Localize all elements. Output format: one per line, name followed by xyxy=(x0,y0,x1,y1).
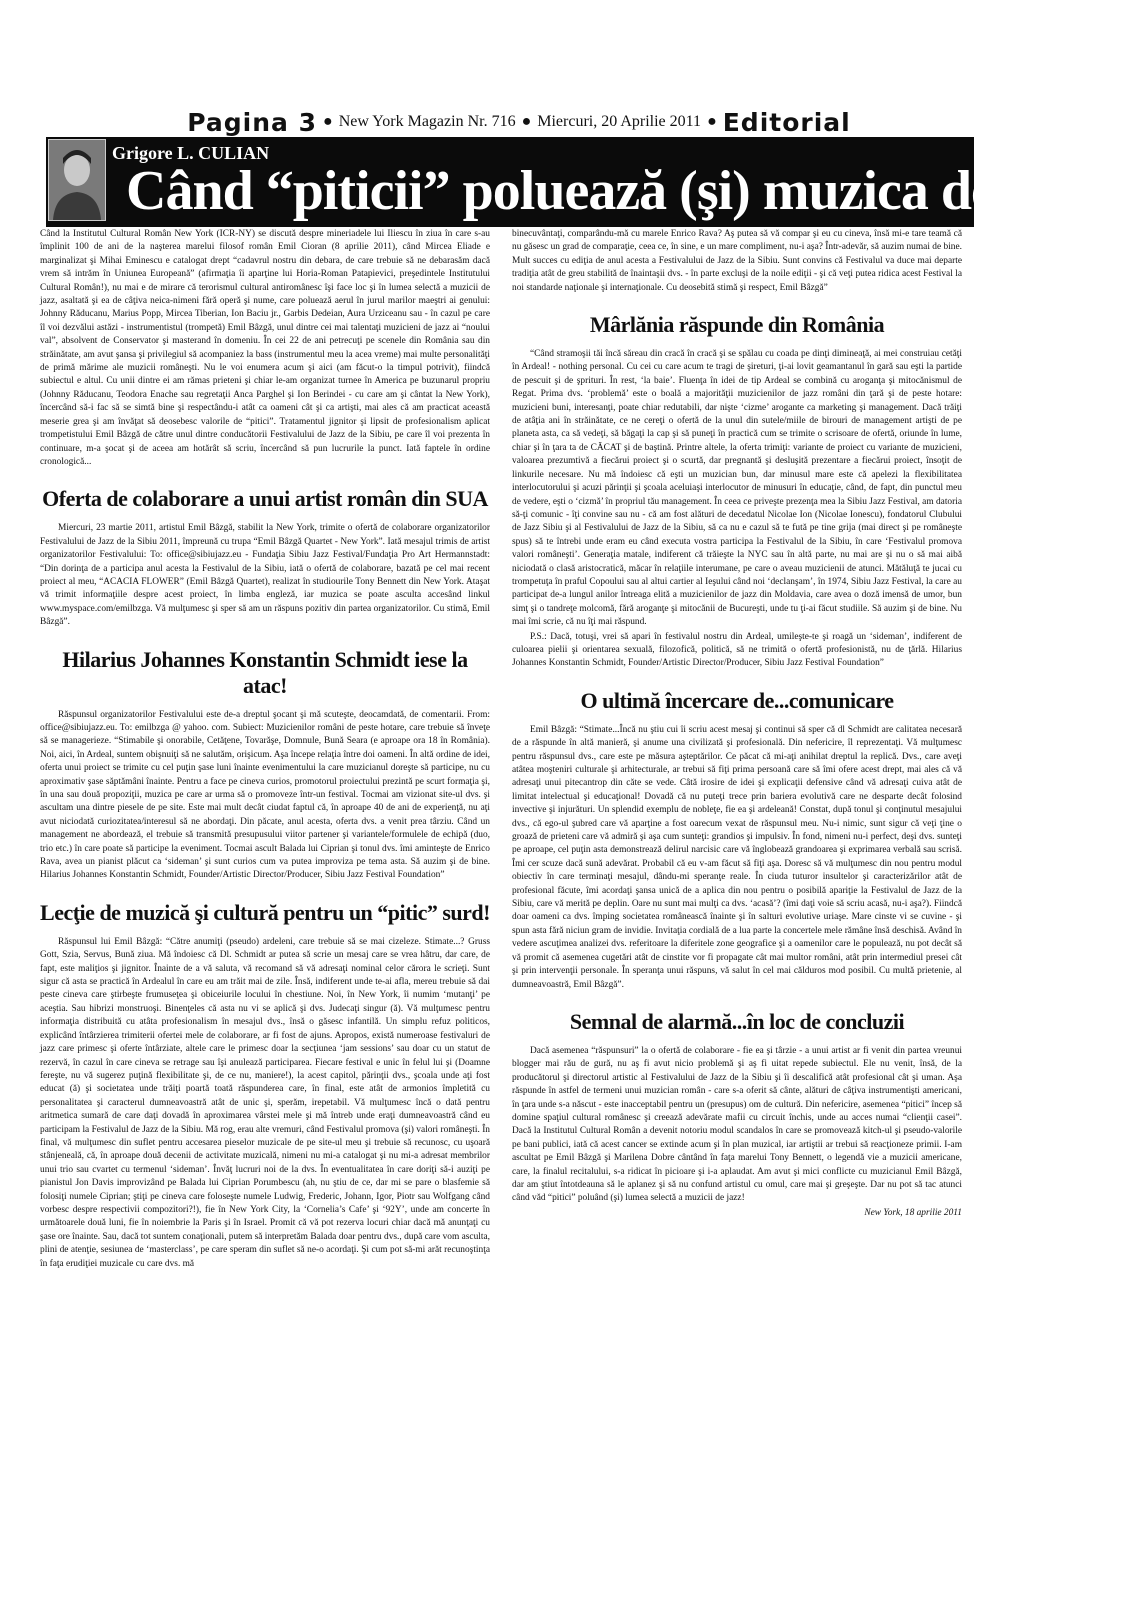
marlania-paragraph: “Când stramoşii tăi încă săreau din cracă în cracă şi se spălau cu coada pe dinţi dimineaţă, ai mei construiau cetăţi în Ardeal! - nothing personal. Cu cei cu care acum te tragi de şireturi, ţi-ai lovit geamantanul în gară sau eşti la partide de pescuit şi de şprituri. În rest, ‘la baie’. Fluenţa în idei de tip Ardeal se combină cu aroganţa şi mitocănismul de Regat. Prima dvs. ‘problemă’ este o boală a majorităţii muzicienilor de jazz români din ţară şi de peste hotare: muzicieni buni, interesanţi, poate chiar redutabili, dar nişte ‘cizme’ arogante ca marketing şi management. Dacă trăiţi de atâţia ani în străinătate, ce ne cereţi o ofertă de la unul din sutele/miile de birouri de management artişti de pe planeta asta, ca să vedeţi, să băgaţi la cap şi să puneţi în practică cum se trimite o scrisoare de ofertă, oriunde în lume, chiar şi în ţara ta de CĂCAT şi de baştină. Printre altele, la oferta trimiţi: variante de proiect cu variante de muzicieni, valoarea prezumtivă a fiecărui proiect şi o scurtă, dar pregnantă şi desluşită prezentare a fiecărui proiect, însoţit de linkurile necesare. Nu mă îndoiesc că eşti un muzician bun, dar minusul mare este că apelezi la flexibilitatea interlocutorului şi acuzi părinţii şi şcoala aceluiaşi interlocutor de minusuri în educaţie, când, de fapt, din punctul meu de vedere, eşti o ‘cizmă’ în propriul tău management. În ceea ce priveşte prezenţa mea la Sibiu Jazz Festival, am datoria să-ţi comunic - îţi convine sau nu - că am fost alături de decedatul Nicolae Ion (Nicolae Ionescu), fondatorul Clubului de Jazz Sibiu şi al Festivalului de Jazz de la Sibiu, să ca nu e cazul să te fută pe tine grija (mai direct şi pe româneşte spus) să te întrebi unde eram eu când executa vostra participa la Festivalul de la Sibiu, în care ‘Festivalul promova valori româneşti’. Generaţia matale, indiferent că trăieşte la NYC sau în altă parte, nu mai are şi nu o să mai aibă niciodată o clasă aristocratică, măcar în relaţiile interumane, pe care o aveau muzicienii de atunci. Mătăluţă te jucai cu trompetuţa în praful Copoului sau al altui cartier al Ieşului când noi ‘declanşam’, în 1974, Sibiu Jazz Festival, la care au participat de-a lungul anilor întreaga elită a muzicienilor de jazz din Moldavia, care avea o doză imensă de umor, bun simţ şi o tandreţe molcomă, fără aroganţe şi mitocănii de Bucureşti, unde tu ţi-ai făcut studiile. Să auzim şi de bine. Nu mai îmi scrie, că nu îţi mai răspund. xyxy=(512,349,962,628)
heading-marlania: Mârlănia răspunde din România xyxy=(589,312,885,338)
semnal-paragraph: Dacă asemenea “răspunsuri” la o ofertă de colaborare - fie ea şi târzie - a unui artist ar fi venit din partea vreunui blogger mai rău de gură, nu aş fi avut nicio problemă şi aş fi uitat repede subiectul. Ele nu venit, însă, de la producătorul şi directorul artistic al Festivalului de Jazz de la Sibiu şi îi descalifică atât profesional cât şi uman. Aşa răspunde în astfel de termeni unui muzician român - care s-a oferit să cânte, alături de câţiva instrumentişti americani, în ţara unde s-a născut - este inacceptabil pentru un (presupus) om de cultură. Din nefericire, asemenea “pitici” încep să domine spaţiul cultural românesc şi creează adevărate mafii cu circuit închis, unde au acces numai “clienţii casei”. Dacă la Institutul Cultural Român a devenit notoriu modul scandalos în care se promovează kitch-ul şi pseudo-valorile pe bani publici, iată că acest cancer se extinde acum şi în plan muzical, iar artiştii ar trebui să reacţioneze primii. I-am ascultat pe Emil Bâzgă şi Marilena Dobre cântând în faţa marelui Tony Bennett, o legendă vie a muzicii americane, care, la finalul recitalului, s-a ridicat în picioare şi i-a aplaudat. Am avut şi mici conflicte cu muzicianul Emil Bâzgă, dar am ştiut întotdeauna să le aplanez şi să nu confund artistul cu omul, care mai şi greşeşte. Dar nu pot să tac atunci când văd “pitici” poluând (şi) lumea selectă a muzicii de jazz! xyxy=(512,1045,962,1204)
magazine-issue: New York Magazin Nr. 716 xyxy=(338,113,516,130)
heading-oferta: Oferta de colaborare a unui artist român din SUA xyxy=(42,486,488,512)
ps-paragraph: P.S.: Dacă, totuşi, vrei să apari în festivalul nostru din Ardeal, umileşte-te şi roagă un ‘sideman’, indiferent de culoarea pielii şi orientarea sexuală, filozofică, politică, să ne trimită o ofertă profesionistă, nu de ţărlă. Hilarius Johannes Konstantin Schmidt, Founder/Artistic Director/Producer, Sibiu Jazz Festival Foundation” xyxy=(512,631,962,669)
heading-semnal: Semnal de alarmă...în loc de concluzii xyxy=(569,1008,905,1034)
issue-date: Miercuri, 20 Aprilie 2011 xyxy=(537,113,702,130)
lectie-paragraph: Răspunsul lui Emil Bâzgă: “Către anumiţi (pseudo) ardeleni, care trebuie să se mai cizeleze. Stimate...? Gruss Gott, Szia, Servus, Bună ziua. Mă îndoiesc că Dl. Schmidt ar putea să scrie un mesaj care se vrea hâtru, dar care, de fapt, este maliţios şi jignitor. Înainte de a vă saluta, vă recomand să vă adresaţi nominal celor cărora le scrieţi. Sunt sigur că asta se practică în Ardealul în care eu am trăit mai de zile. Însă, indiferent unde te-ai afla, mereu trebuie să dai peste cineva care ştirbeşte frumuseţea şi obiceiurile locului în chestiune. Noi, în New York, îi numim ‘mutanţi’ pe aceştia. Sau hibrizi monstruoşi. Binenţeles că asta nu vi se aplică şi dvs. Judecaţi singur (ă). Vă mulţumesc pentru informaţia distribuită cu atâta profesionalism în mesajul dvs., însă o găsesc infantilă. Un simplu refuz politicos, explicând întârzierea trimiterii ofertei mele de colaborare, ar fi fost de ajuns. Apropos, există numeroase festivaluri de jazz care primesc şi oferte întârziate, altele care le primesc doar la secţiunea ‘jam sessions’ sau doar cu un statut de rezervă, în cazul în care cineva se retrage sau îşi anulează participarea. Fiecare festival e unic în felul lui şi (Doamne fereşte, nu vă sugerez puţină flexibilitate şi, de ce nu, maniere!), la acest capitol, părinţii dvs., şcoala unde aţi fost educat (ă) şi societatea unde trăiţi poartă toată răspunderea care, în final, este atât de armonios împletită cu personalitatea şi caracterul dumneavoastră atât de unic şi, sperăm, irepetabil. Vă mulţumesc încă o dată pentru aritmetica sumară de care daţi dovadă în aproximarea vârstei mele şi mă întreb unde eraţi dumneavoastră când eu participam la Festivalul de Jazz de la Sibiu. Mă rog, erau alte vremuri, când Festivalul promova (şi) valori româneşti. În final, vă mulţumesc din suflet pentru accesarea pieselor muzicale de pe site-ul meu şi trebuie să recunosc, cu uşoară stânjeneală, că, în aproape două decenii de activitate muzicală, nimeni nu mi-a catalogat şi nu mi-a adresat membrilor unui trio sau cvartet cu termenul ‘sideman’. Învăţ lucruri noi de la dvs. În eventualitatea în care doriţi să-i auziţi pe pianistul Jon Davis improvizând pe Balada lui Ciprian Porumbescu (ah, nu ştiu de ce, dar mi se pare o blasfemie să folosiţi numele Ciprian; ştiţi pe cineva care foloseşte numele Ludwig, Frederic, Johann, Igor, Piotr sau Wolfgang când vorbesc despre respectivii compozitori?!), fie în New York City, la ‘Cornelia’s Cafe’ şi ‘92Y’, unde am concerte în următoarele două luni, fie în noiembrie la Paris şi în Israel. Promit că vă pot rezerva locuri chiar dacă mă anunţaţi cu şase ore înainte. Sau, dacă tot suntem conaţionali, putem să interpretăm Balada doar pentru dvs., după care vom asculta, plini de atenţie, sesiunea de ‘masterclass’, pe care speram din suflet să ne-o acordaţi. Şi cum pot să-mi arăt recunoştinţa în faţa erudiţiei muzicale cu care dvs. mă xyxy=(40,936,490,1269)
author-portrait-icon xyxy=(49,140,105,220)
left-column xyxy=(40,228,490,1272)
hilarius-paragraph: Răspunsul organizatorilor Festivalului este de-a dreptul şocant şi mă scuteşte, deocamdată, de comentarii. From: office@sibiujazz.eu. To: emilbzga @ yahoo. com. Subiect: Muzicienilor români de peste hotare, care trebuie să înveţe să se managerieze. “Stimabile şi onorabile, Cetăţene, Tovarăşe, Domnule, Bună Seara (e aproape ora 18 în România). Noi, aici, în Ardeal, suntem obişnuiţi să ne salutăm, orişicum. Aşa începe relaţia între doi oameni. În altă ordine de idei, oferta unui proiect se trimite cu cel puţin şase luni înainte evenimentului la care muzicianul doreşte să participe, nu cu aproximativ şase săptămâni înainte. Pentru a face pe cineva curios, promotorul proiectului prezintă pe scurt formaţia şi, în una sau două propoziţii, muzica pe care ar urma să o promoveze într-un festival. Tocmai am vizionat site-ul dvs. şi ascultam una dintre piesele de pe site. Este mai mult decât ciudat faptul că, în aproape 40 de ani de experienţă, nu aţi avut niciodată curiozitatea/interesul să ne abordaţi. Din păcate, anul acesta, oferta dvs. a venit prea târziu. Când un management ne abordează, el trebuie să transmită presupusului viitor partener şi variantele/formulele de echipă (duo, trio etc.) în care poate să participe la eveniment. Tocmai ascult Balada lui Ciprian şi tonul dvs. îmi aminteşte de Enrico Rava, avea un pianist plăcut ca ‘sideman’ şi sunt curios cum va putea improviza pe tema asta. Să auzim şi de bine. Hilarius Johannes Konstantin Schmidt, Founder/Artistic Director/Producer, Sibiu Jazz Festival Foundation” xyxy=(40,709,490,881)
ultima-paragraph: Emil Bâzgă: “Stimate...Încă nu ştiu cui îi scriu acest mesaj şi continui să sper că dl Schmidt are calitatea necesară de a răspunde în altă manieră, şi anume una civilizată şi profesională. Din nefericire, îl reprezentaţi. Vă mulţumesc pentru răspunsul dvs., care este pe măsura aşteptărilor. Ce păcat că mi-aţi anihilat dreptul la replică. Dvs., care aveţi atâtea moşteniri culturale şi arhitecturale, ar trebui să fiţi prima persoană care să îmi ofere acest drept, mai ales că vă adresaţi unui pitecantrop din căte se vede. Câtă irosire de idei şi explicaţii defensive când vă adresaţi cuiva atât de limitat intelectual şi educaţional! Dovadă că nu puteţi trece prin bariera evolutivă care ne desparte decât folosind invective şi injurături. Un splendid exemplu de nobleţe, fie ea şi ardeleană! Constat, după tonul şi conţinutul mesajului dvs., că ego-ul şubred care vă aparţine a fost oarecum vexat de răspunsul meu. Nu-i nimic, sunt sigur că veţi ţine o groază de prieteni care vă admiră şi aşa cum sunteţi: grandios şi impulsiv. În fond, nimeni nu-i perfect, deşi dvs. sunteţi pe aproape, cel puţin asta demonstrează delirul narcisic care vă înglobează grandoarea şi exprimarea verbală sau scrisă. Îmi cer scuze dacă sună adevărat. Probabil că eu v-am făcut să fiţi aşa. Doresc să vă mulţumesc din nou pentru modul obiectiv în care terminaţi mesajul, dându-mi speranţe reale. În ciuda tuturor insultelor şi caracterizărilor atât de profesional făcute, îmi acordaţi şansa unică de a aplica din nou pentru o posibilă apariţie la Festivalul de Jazz de la Sibiu, care vă merită pe deplin. Oare nu sunt mai mulţi ca dvs. ‘acasă’? (îmi daţi voie să scriu acasă, nu-i aşa?). Fiindcă doar oameni ca dvs. împing societatea românească înainte şi în salturi evolutive uriaşe. Mare cinste vi se cuvine - şi spun asta fără niciun gram de invidie. Invitaţia cordială de a lua parte la concertele mele rămâne însă deschisă. Având în vedere ascuţimea analizei dvs. referitoare la diferitele zone geografice şi a oamenilor care le populează, nu pot decât să vă promit că asemenea cugetări atât de cinstite vor fi propagate cât mai multor români, atât prin intermediul presei cât şi prin intervenţii personale. În speranţa unui răspuns, vă salut în cel mai călduros mod posibil. Cu multă prietenie, al dumneavoastră, Emil Bâzgă”. xyxy=(512,724,962,990)
article-title: Când “piticii” poluează (şi) muzica de jazz... xyxy=(126,160,1139,222)
heading-lectie: Lecţie de muzică şi cultură pentru un “pitic” surd! xyxy=(40,899,490,925)
continuation-paragraph: binecuvântaţi, comparându-mă cu marele Enrico Rava? Aş putea să vă compar şi eu cu cineva, însă mi-e tare teamă că nu găsesc un grad de comparaţie, ceea ce, în sine, e un mare compliment, nu-i aşa? Într-adevăr, să auzim numai de bine. Mult succes cu ediţia de anul acesta a Festivalului de Jazz de la Sibiu. Sunt convins că Festivalul va duce mai departe tradiţia atât de greu stabilită de înaintaşii dvs. - în parte excluşi de la noile ediţii - şi că veţi putea ridica acest Festival la noi standarde naţionale şi internaţionale. Cu deosebită stimă şi respect, Emil Bâzgă” xyxy=(512,229,962,293)
author-name: Grigore L. CULIAN xyxy=(112,143,270,163)
oferta-paragraph: Miercuri, 23 martie 2011, artistul Emil Bâzgă, stabilit la New York, trimite o ofertă de colaborare organizatorilor Festivalului de Jazz de la Sibiu 2011, împreună cu trupa “Emil Bâzgă Quartet - New York”. Iată mesajul trimis de artist organizatorilor Festivalului: To: office@sibiujazz.eu - Fundaţia Sibiu Jazz Festival/Fundaţia Pro Art Hermannstadt: “Din dorinţa de a participa anul acesta la Festivalul de la Sibiu, iată o ofertă de colaborare, bazată pe cel mai recent proiect al meu, “ACACIA FLOWER” (Emil Bâzgă Quartet), realizat în studiourile Tony Bennett din New York. Ataşat vă trimit informaţiile despre acest proiect, în limba engleză, iar muzica se poate asculta accesând linkul www.myspace.com/emilbzga. Vă mulţumesc şi sper să am un răspuns pozitiv din partea organizatorilor. Cu stimă, Emil Bâzgă”. xyxy=(40,523,490,628)
page-header xyxy=(114,109,924,135)
bullet-separator: ● xyxy=(521,113,532,130)
right-column xyxy=(512,228,962,1220)
heading-ultima: O ultimă încercare de...comunicare xyxy=(580,687,894,713)
section-label: Editorial xyxy=(722,107,851,137)
author-photo xyxy=(48,139,106,221)
signature-dateline: New York, 18 aprilie 2011 xyxy=(864,1207,962,1218)
bullet-separator: ● xyxy=(323,113,333,130)
bullet-separator: ● xyxy=(707,113,717,130)
heading-hilarius: Hilarius Johannes Konstantin Schmidt iese la atac! xyxy=(62,646,468,698)
title-banner xyxy=(46,137,1139,227)
intro-paragraph: Când la Institutul Cultural Român New York (ICR-NY) se discută despre mineriadele lui Iliescu în ziua în care s-au împlinit 100 de ani de la naşterea marelui filosof român Emil Cioran (8 aprilie 2011), când Mircea Eliade e marginalizat şi Mihai Eminescu e catalogat drept “cadavrul nostru din debara, de care trebuie să ne debarasăm dacă vrem să intrăm în Uniunea Europeană” (afirmaţia îi aparţine lui Horia-Roman Patapievici, preşedintele Institutului Cultural Român!), nu mai e de mirare că terorismul cultural antiromânesc îşi face loc şi în lumea selectă a muzicii de jazz, asaltată şi ea de câţiva neica-nimeni fără operă şi nume, care poluează aerul în jurul marilor maeştri ai genului: Johnny Răducanu, Marius Popp, Mircea Tiberian, Ion Baciu jr., Garbis Dedeian, Aura Urziceanu sau - în cazul pe care îl voi dezvălui astăzi - instrumentistul (trompetă) Emil Bâzgă, unul dintre cei mai talentaţi muzicieni de jazz ai “noului val”, absolvent de Conservator şi masterand în domeniu. În cei 22 de ani petrecuţi pe scenele din România sau din străinătate, am avut şansa şi privilegiul să acompaniez la bass (instrumentul meu la acea vreme) mai multe personalităţi de primă mărime ale muzicii româneşti. Nu le voi enumera acum şi aici (am făcut-o la timpul potrivit), fiindcă subiectul e altul. Cu unii dintre ei am rămas prieteni şi chiar le-am organizat turnee în America pe buzunarul propriu (Johnny Răducanu, Teodora Enache sau regretaţii Anca Parghel şi Ion Berindei - cu care am şi cântat la New York), încercând să-i fac să se simtă bine şi respectându-i atât ca oameni cât şi ca artişti, mai ales că am practicat această meserie grea şi am învăţat să deosebesc valorile de “pitici”. Tratamentul jignitor şi lipsit de profesionalism aplicat trompetistului Emil Bâzgă de către unul dintre conducătorii Festivalului de Jazz de la Sibiu, pe care îl voi prezenta în continuare, m-a şocat şi de aceea am hotărât să scriu, încercând să pun lucrurile la punct. Iată faptele în ordine cronologică... xyxy=(40,229,490,467)
page-number-label: Pagina 3 xyxy=(187,107,318,137)
